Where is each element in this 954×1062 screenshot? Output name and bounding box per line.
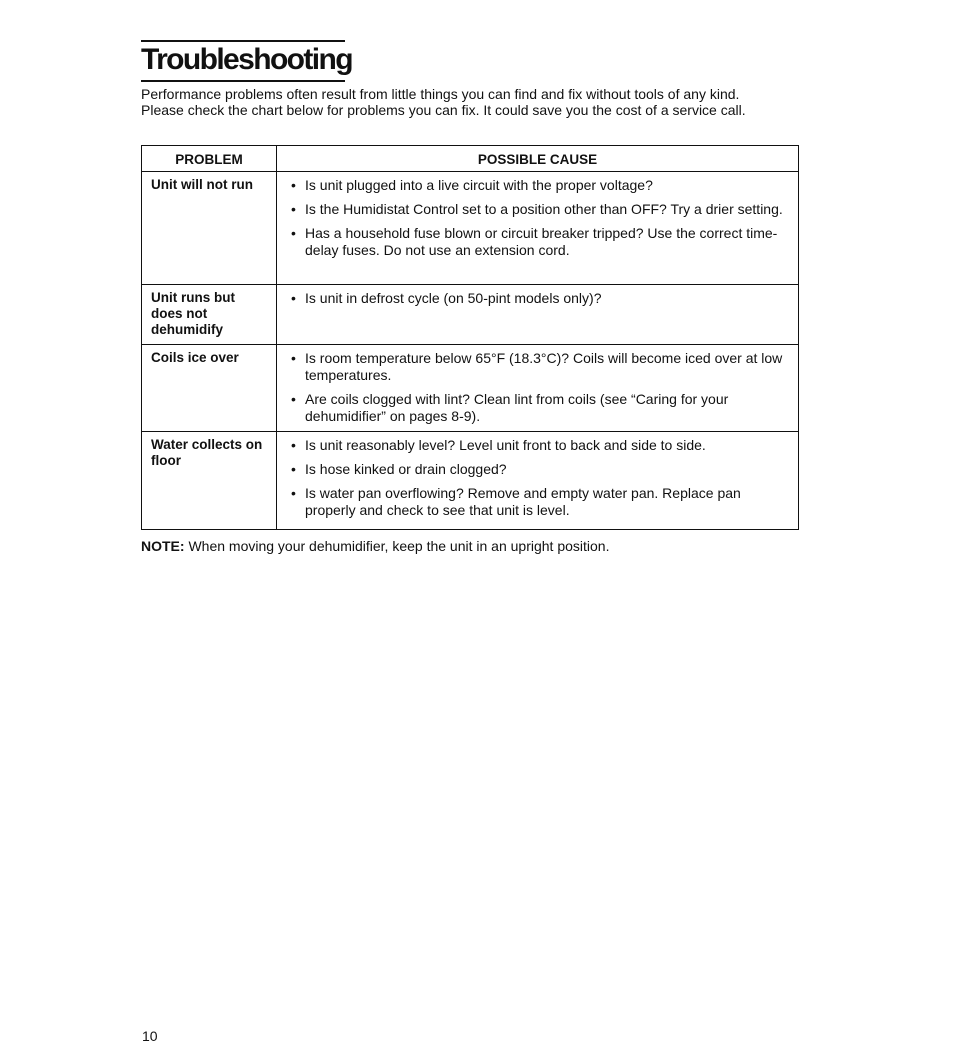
bullet-icon: • xyxy=(291,350,296,366)
intro-paragraph: Performance problems often result from little things you can find and fix without tools of any kind. Please check the chart below for problems you can fix. It could save you the cost of a service call. xyxy=(141,86,746,118)
cause-column-header: POSSIBLE CAUSE xyxy=(277,146,799,172)
note-label: NOTE: xyxy=(141,538,185,554)
cause-cell xyxy=(277,345,799,432)
cause-item xyxy=(291,461,788,478)
bullet-icon: • xyxy=(291,201,296,217)
bullet-icon: • xyxy=(291,290,296,306)
table-row xyxy=(142,172,799,285)
cause-text: Is water pan overflowing? Remove and empty water pan. Replace pan properly and check to see that unit is level. xyxy=(305,485,741,518)
cause-cell xyxy=(277,172,799,285)
cause-item xyxy=(291,290,788,307)
cause-item xyxy=(291,350,788,384)
cause-cell xyxy=(277,285,799,345)
cause-item xyxy=(291,437,788,454)
table-row xyxy=(142,285,799,345)
bullet-icon: • xyxy=(291,485,296,501)
cause-list xyxy=(291,177,788,259)
cause-text: Is hose kinked or drain clogged? xyxy=(305,461,507,477)
cause-list xyxy=(291,350,788,425)
problem-cell xyxy=(142,285,277,345)
problem-text: Unit runs but does not dehumidify xyxy=(151,290,235,337)
cause-text: Is the Humidistat Control set to a position other than OFF? Try a drier setting. xyxy=(305,201,783,217)
problem-cell: Coils ice over xyxy=(142,345,277,432)
bullet-icon: • xyxy=(291,461,296,477)
problem-cell: Water collects on floor xyxy=(142,432,277,530)
cause-item xyxy=(291,391,788,425)
cause-text: Is room temperature below 65°F (18.3°C)? Coils will become iced over at low temperatures. xyxy=(305,350,783,383)
page-number: 10 xyxy=(142,1028,158,1044)
bullet-icon: • xyxy=(291,437,296,453)
cause-item xyxy=(291,177,788,194)
cause-cell xyxy=(277,432,799,530)
cause-text: Is unit plugged into a live circuit with the proper voltage? xyxy=(305,177,653,193)
page-title: Troubleshooting xyxy=(141,40,345,82)
note xyxy=(141,538,609,554)
troubleshooting-table xyxy=(141,145,799,530)
cause-text: Are coils clogged with lint? Clean lint from coils (see “Caring for your dehumidifier” on pages 8-9). xyxy=(305,391,729,424)
table-row xyxy=(142,432,799,530)
bullet-icon: • xyxy=(291,225,296,241)
bullet-icon: • xyxy=(291,177,296,193)
table-row xyxy=(142,345,799,432)
problem-cell: Unit will not run xyxy=(142,172,277,285)
problem-column-header: PROBLEM xyxy=(142,146,277,172)
cause-text: Is unit reasonably level? Level unit front to back and side to side. xyxy=(305,437,706,453)
cause-text: Has a household fuse blown or circuit breaker tripped? Use the correct time-delay fuses. Do not use an extension cord. xyxy=(305,225,778,258)
cause-list xyxy=(291,437,788,519)
note-text: When moving your dehumidifier, keep the unit in an upright position. xyxy=(188,538,610,554)
cause-item xyxy=(291,485,788,519)
bullet-icon: • xyxy=(291,391,296,407)
cause-item xyxy=(291,225,788,259)
cause-item xyxy=(291,201,788,218)
cause-list xyxy=(291,290,788,307)
cause-text: Is unit in defrost cycle (on 50-pint models only)? xyxy=(305,290,602,306)
table-header-row xyxy=(142,146,799,172)
